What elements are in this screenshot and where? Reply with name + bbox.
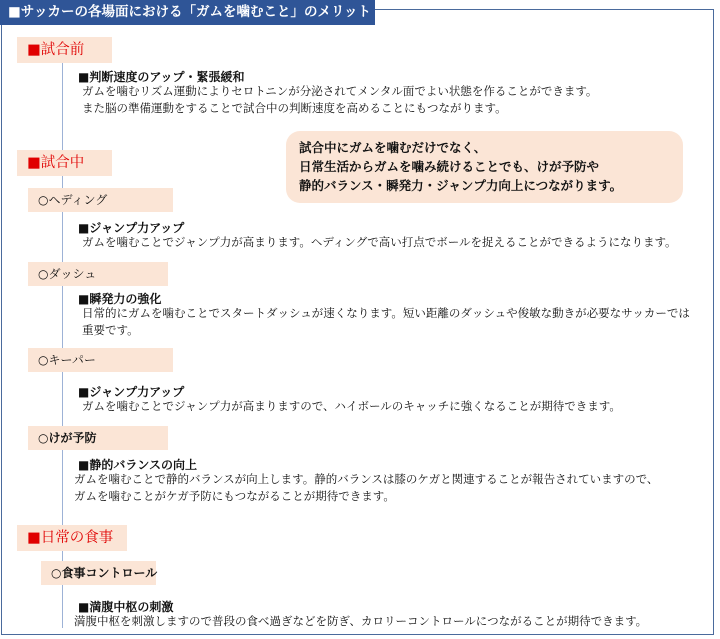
injury-item-line-2: ガムを噛むことがケガ予防にもつながることが期待できます。 bbox=[74, 489, 395, 503]
subsection-injury-prevention: ○けが予防 bbox=[28, 426, 168, 450]
callout-box bbox=[286, 131, 683, 203]
keeper-item-title: ■ジャンプ力アップ bbox=[78, 385, 185, 399]
pre-match-item-title: ■判断速度のアップ・緊張緩和 bbox=[78, 70, 245, 84]
section-pre-match: ■試合前 bbox=[17, 37, 112, 63]
injury-item-title: ■静的バランスの向上 bbox=[78, 458, 197, 472]
subsection-keeper: ○キーパー bbox=[28, 348, 173, 372]
callout-line-1: 試合中にガムを噛むだけでなく、 bbox=[299, 140, 487, 155]
section-in-match: ■試合中 bbox=[17, 150, 112, 176]
pre-match-item-line-2: また脳の準備運動をすることで試合中の判断速度を高めることにもつながります。 bbox=[82, 101, 507, 115]
food-control-item-line-1: 満腹中枢を刺激しますので普段の食べ過ぎなどを防ぎ、カロリーコントロールにつながることが期待できます。 bbox=[74, 614, 648, 628]
subsection-food-control: ○食事コントロール bbox=[41, 561, 156, 585]
page-title: ■サッカーの各場面における「ガムを噛むこと」のメリット bbox=[0, 0, 375, 25]
section-daily-meals: ■日常の食事 bbox=[17, 525, 127, 551]
callout-line-2: 日常生活からガムを噛み続けることでも、けが予防や bbox=[299, 159, 600, 174]
keeper-item-line-1: ガムを噛むことでジャンプ力が高まりますので、ハイボールのキャッチに強くなることが期待できます。 bbox=[82, 399, 621, 413]
heading-item-title: ■ジャンプ力アップ bbox=[78, 221, 185, 235]
dash-item-line-2: 重要です。 bbox=[82, 323, 139, 337]
pre-match-item-line-1: ガムを噛むリズム運動によりセロトニンが分泌されてメンタル面でよい状態を作ることができます。 bbox=[82, 84, 598, 98]
callout-line-3: 静的バランス・瞬発力・ジャンプ力向上につながります。 bbox=[299, 178, 623, 193]
food-control-item-title: ■満腹中枢の刺激 bbox=[78, 600, 174, 614]
subsection-dash: ○ダッシュ bbox=[28, 262, 168, 286]
subsection-heading: ○ヘディング bbox=[28, 188, 173, 212]
dash-item-line-1: 日常的にガムを噛むことでスタートダッシュが速くなります。短い距離のダッシュや俊敏な動きが必要なサッカーでは bbox=[82, 306, 690, 320]
injury-item-line-1: ガムを噛むことで静的バランスが向上します。静的バランスは膝のケガと関連することが報告されていますので、 bbox=[74, 472, 659, 486]
heading-item-line-1: ガムを噛むことでジャンプ力が高まります。ヘディングで高い打点でボールを捉えることができるようになります。 bbox=[82, 235, 677, 249]
dash-item-title: ■瞬発力の強化 bbox=[78, 292, 162, 306]
